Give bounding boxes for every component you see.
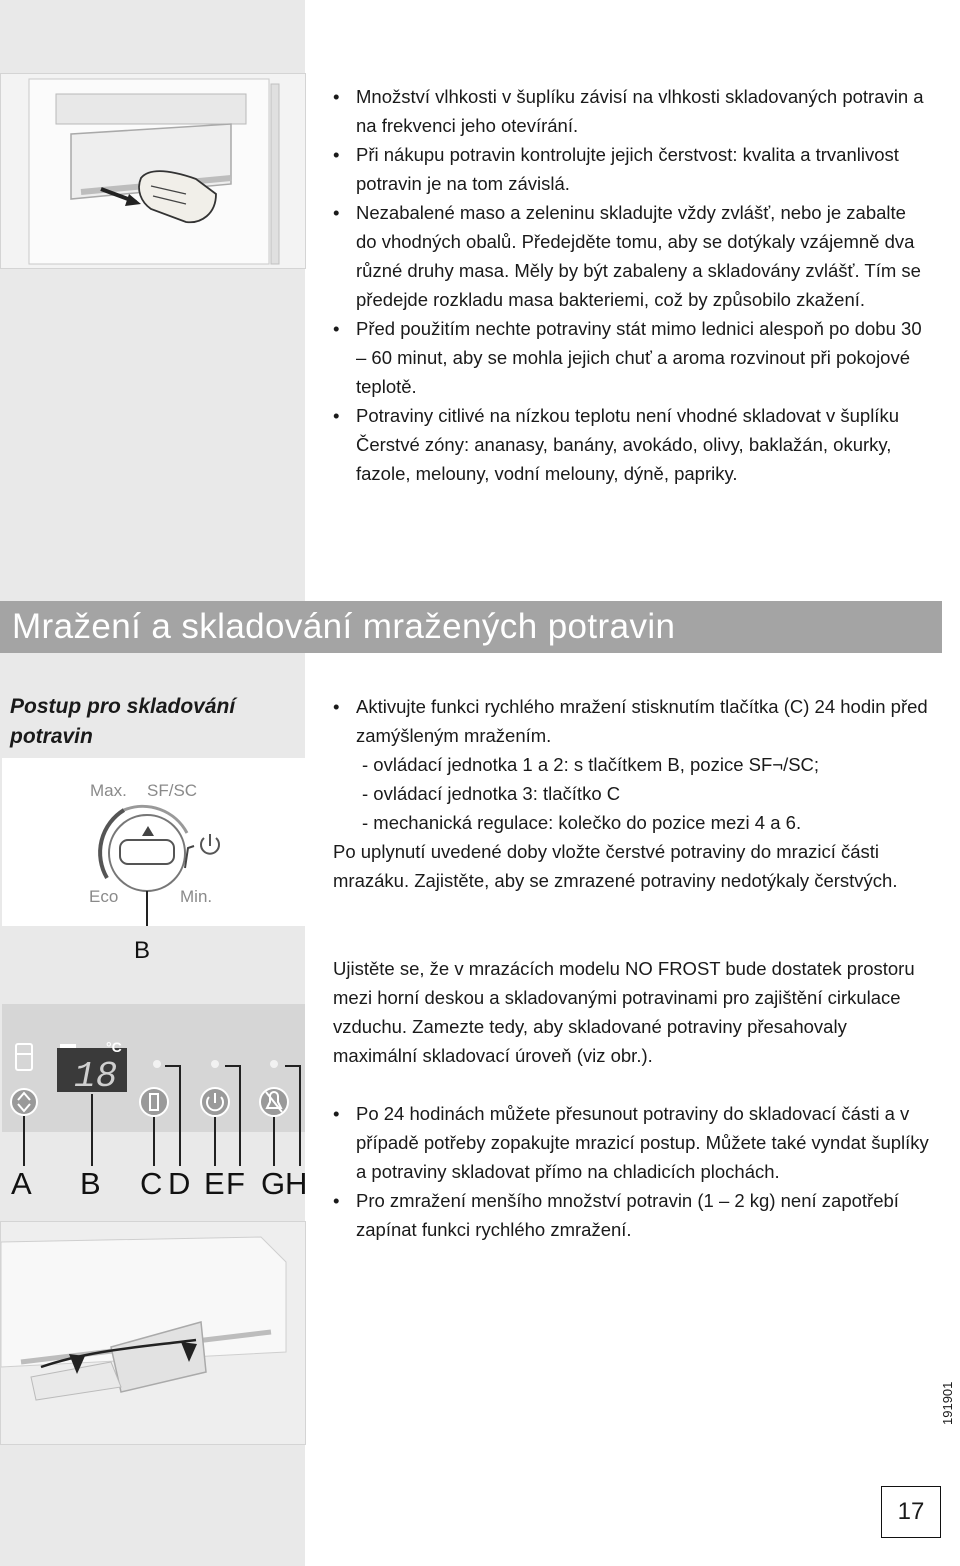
sub-item: - ovládací jednotka 1 a 2: s tlačítkem B, pozice SF¬/SC;: [362, 754, 820, 775]
list-item: • Potraviny citlivé na nízkou teplotu není vhodné skladovat v šuplíku Čerstvé zóny: ananasy, banány, avokádo, olivy, baklažán, okurky, fazole, melouny, vodní melouny, dýně, papriky.: [331, 401, 931, 488]
panel-label-g: G: [261, 1166, 286, 1201]
list-item: • Pro zmražení menšího množství potravin (1 – 2 kg) není zapotřebí zapínat funkci rychlého zmražení.: [331, 1186, 931, 1244]
panel-label-c: C: [140, 1166, 163, 1201]
power-icon: [201, 834, 219, 854]
dial-min-label: Min.: [180, 887, 213, 906]
list-item: • Nezabalené maso a zeleninu skladujte vždy zvlášť, nebo je zabalte do vhodných obalů. Předejděte tomu, aby se dotýkaly vzájemně dva různé druhy masa. Měly by být zabaleny a skladovány zvlášť. Tím se předejde rozkladu masa bakteriemi, což by způsobilo zkažení.: [331, 198, 931, 314]
dial-max-label: Max.: [90, 781, 127, 800]
no-frost-paragraph: Ujistěte se, že v mrazácích modelu NO FROST bude dostatek prostoru mezi horní deskou a skladovanými potravinami pro zajištění cirkulace vzduchu. Zamezte tedy, aby skladované potraviny přesahovaly maximální skladovací úroveň (viz obr.).: [333, 958, 915, 1066]
celsius-label: °C: [106, 1039, 122, 1055]
after-paragraph: Po uplynutí uvedené doby vložte čerstvé potraviny do mrazicí části mrazáku. Zajistěte, aby se zmrazené potraviny nedotýkaly čerstvých.: [333, 841, 898, 891]
thermostat-dial-panel: [2, 758, 305, 926]
dial-sfsc-label: SF/SC: [147, 781, 198, 800]
list-item: • Aktivujte funkci rychlého mražení stisknutím tlačítka (C) 24 hodin před zamýšleným mražením.: [331, 692, 931, 750]
sub-item: - mechanická regulace: kolečko do pozice mezi 4 a 6.: [362, 812, 802, 833]
fast-freeze-button-icon: [140, 1088, 168, 1116]
display-value: 18: [74, 1056, 118, 1097]
max-level-illustration: [1, 1222, 305, 1444]
thermostat-dial: [2, 758, 305, 926]
after-freezing-tips: [331, 1099, 931, 1244]
dial-pointer-label: B: [134, 937, 151, 964]
document-code: 191901: [940, 1381, 955, 1425]
drawer-illustration: [1, 74, 305, 268]
panel-label-h: H: [285, 1166, 308, 1201]
page-title: Mražení a skladování mražených potravin: [12, 607, 676, 646]
drawer-photo: [0, 73, 306, 269]
list-item: • Po 24 hodinách můžete přesunout potraviny do skladovací části a v případě potřeby zopakujte mrazicí postup. Můžete také vyndat šuplíky a potraviny skladovat přímo na chladicích plochách.: [331, 1099, 931, 1186]
section-title: Postup pro skladování potravin: [10, 695, 236, 748]
sub-item: - ovládací jednotka 3: tlačítko C: [362, 783, 621, 804]
list-item: • Při nákupu potravin kontrolujte jejich čerstvost: kvalita a trvanlivost potravin je na tom závislá.: [331, 140, 931, 198]
panel-label-a: A: [11, 1166, 32, 1201]
list-item: • Množství vlhkosti v šuplíku závisí na vlhkosti skladovaných potravin a na frekvenci jeho otevírání.: [331, 82, 931, 140]
panel-label-f: F: [226, 1166, 245, 1201]
dial-eco-label: Eco: [89, 887, 119, 906]
list-item: • Před použitím nechte potraviny stát mimo lednici alespoň po dobu 30 – 60 minut, aby se mohla jejich chuť a aroma rozvinout při pokojové teplotě.: [331, 314, 931, 401]
freezer-level-photo: [0, 1221, 306, 1445]
fast-freeze-instructions: [331, 692, 931, 895]
panel-label-b: B: [80, 1166, 101, 1201]
panel-label-e: E: [204, 1166, 225, 1201]
panel-leader-lines: [2, 1132, 305, 1166]
control-panel-display: [2, 1004, 305, 1132]
page-number: 17: [881, 1486, 941, 1538]
storage-tips: [331, 82, 931, 488]
control-panel: [2, 1004, 305, 1132]
panel-label-d: D: [168, 1166, 191, 1201]
